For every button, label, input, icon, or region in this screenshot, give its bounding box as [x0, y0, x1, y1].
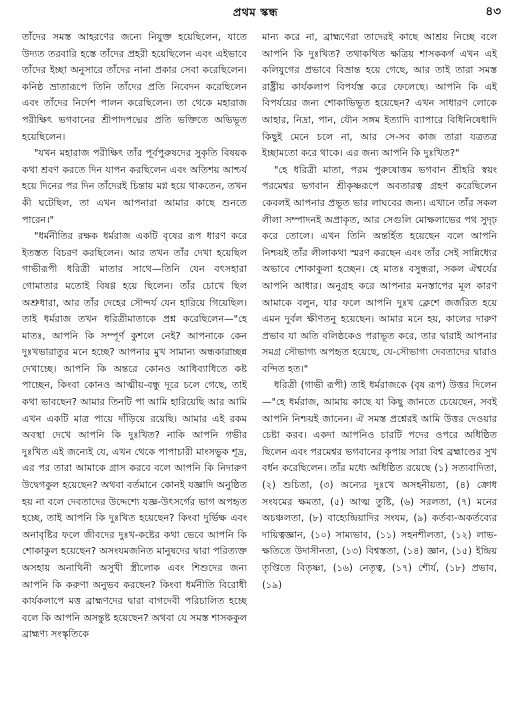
- left-column: [22, 30, 247, 700]
- paragraph: মান্য করে না, ব্রাহ্মণেরা তাদেরই কাছে আশ্রয় নিচ্ছে বলে আপনি কি দুঃখিত? তথাকথিত ক্ষত্রিয় শাসককর্গ এখন এই কলিযুগের প্রভাবে বিভ্রান্ত হয়ে গেছে, আর তাই তারা সমস্ত রাষ্ট্রীয় কার্যকলাপ বিপর্যস্ত করে ফেলেছে। আপনি কি এই বিপর্যয়ের জন্য শোকাভিভূত হয়েছেন? এখন সাধারণ লোকে আহার, নিদ্রা, পান, যৌন সঙ্গম ইত্যাদি ব্যাপারে বিধিনিষেধাদি কিছুই মেনে চলে না, আর সে-সব কাজ তারা যত্রতত্র ইচ্ছামতো করে থাকে। এর জন্য আপনি কি দুঃখিত?": [262, 32, 497, 160]
- page-header: [0, 4, 511, 24]
- right-column: [262, 30, 497, 700]
- paragraph: "হে ধরিত্রী মাতা, পরম পুরুষোত্তম ভগবান শ্রীহরি স্বয়ং পরমেশ্বর ভগবান শ্রীকৃষ্ণরূপে অবতারত্ব গ্রহণ করেছিলেন কেবলই আপনার প্রভূত ভার লাঘবের জন্য। এখানে তাঁর সকল লীলা সম্পাদনই অপ্রাকৃত, আর সেগুলি মোক্ষলাভের পথ সুদৃঢ় করে তোলে। এখন তিনি অন্তর্হিত হয়েছেন বলে আপনি নিশ্চয়ই তাঁর লীলাকথা স্মরণ করছেন এবং তাঁর সেই সান্নিধ্যের অভাবে শোকাকুলা হচ্ছেন। হে মাতঃ বসুন্ধরা, সকল ঐশ্বর্যের আপনি আধার। অনুগ্রহ করে আপনার মনস্তাপের মূল কারণ আমাকে বলুন, যার ফলে আপনি দুঃখ ক্লেশে জর্জরিত হয়ে এমন দুর্বল ক্ষীণতনু হয়েছেন। আমার মনে হয়, কালের দারুণ প্রভাব যা অতি বলিষ্ঠকেও পরাভূত করে, তার দ্বারাই আপনার সমগ্র সৌভাগ্য অপহৃত হয়েছে, যে-সৌভাগ্য দেবতাদের দ্বারাও বন্দিত হত।": [262, 164, 497, 375]
- page-number: ৪৩: [485, 4, 501, 18]
- paragraph: ধরিত্রী (গাভী রূপী) তাই ধর্মরাজকে (বৃষ রূপ) উত্তর দিলেন—"হে ধর্মরাজ, আমায় কাছে যা কিছু জানতে চেয়েছেন, সবই আপনি নিশ্চয়ই জানেন। ঐ সমস্ত প্রশ্নেরই আমি উত্তর দেওয়ার চেষ্টা করব। একদা আপনিও চারটি পদের ওপরে অধিষ্ঠিত ছিলেন এবং পরমেশ্বর ভগবানের কৃপায় সারা বিশ্ব ব্রহ্মাণ্ডের সুখ বর্ধন করেছিলেন। তাঁর মধ্যে অধিষ্ঠিত রয়েছে (১) সত্যবাদিতা, (২) শুচিতা, (৩) অন্যের দুঃখে অসহনীয়তা, (৪) ক্রোধ সংযমের ক্ষমতা, (৫) আত্ম তুষ্টি, (৬) সরলতা, (৭) মনের অচঞ্চলতা, (৮) বাহ্যেন্দ্রিয়াদির সংযম, (৯) কর্তব্য-অকর্তব্যের দায়িত্বজ্ঞান, (১০) সাম্যভাব, (১১) সহনশীলতা, (১২) লাভ-ক্ষতিতে উদাসীনতা, (১৩) বিশ্বস্ততা, (১৪) জ্ঞান, (১৫) ইন্দ্রিয় তৃপ্তিতে বিতৃষ্ণা, (১৬) নেতৃত্ব, (১৭) শৌর্য, (১৮) প্রভাব, (১৯): [262, 380, 497, 591]
- running-head: প্রথম স্কন্ধ: [233, 6, 278, 19]
- paragraph: "ধর্মনীতির রক্ষক ধর্মরাজ একটি বৃষের রূপ ধারণ করে ইতস্তত বিচরণ করছিলেন। আর তখন তাঁর দেখা হয়েছিল গাভীরূপী ধরিত্রী মাতার সাথে—তিনি যেন বৎসহারা গোমাতার মতোই বিষণ্ণ হয়ে ছিলেন। তাঁর চোখে ছিল অশ্রুধারা, আর তাঁর দেহের সৌন্দর্য যেন হারিয়ে গিয়েছিল। তাই ধর্মরাজ তখন ধরিত্রীমাতাকে প্রশ্ন করেছিলেন—"হে মাতঃ, আপনি কি সম্পূর্ণ কুশলে নেই? আপনাকে কেন দুঃখভারাতুর মনে হচ্ছে? আপনার মুখ সামান্য অন্ধকারাচ্ছন্ন দেখাচ্ছে। আপনি কি অন্তরে কোনও আধিব্যাধিতে কষ্ট পাচ্ছেন, কিংবা কোনও আত্মীয়-বন্ধু দূরে চলে গেছে, তাই কথা ভাবছেন? আমার তিনটি পা আমি হারিয়েছি আর আমি এখন একটি মাত্র পায়ে দাঁড়িয়ে রয়েছি। আমার এই রকম অবস্থা দেখে আপনি কি দুঃখিত? নাকি আপনি গভীর দুঃখিত এই জন্যেই যে, এখন থেকে পাপাচারী মাংসভুক শূদ্র, এর পর তারা আমাকে গ্রাস করবে বলে আপনি কি নিদারুণ উদ্বেগকুল হয়েছেন? অথবা বর্তমানে কোনই যজ্ঞাদি অনুষ্ঠিত হয় না বলে দেবতাদের উদ্দেশ্যে যজ্ঞ-উৎসর্গের ভাগ অপহৃত হচ্ছে, তাই আপনি কি দুঃখিত হয়েছেন? কিংবা দুর্ভিক্ষ এবং অনাবৃষ্টির ফলে জীবদের দুঃখ-কষ্টের কথা ভেবে আপনি কি শোকাকুল হয়েছেন? অসংযমজনিত মানুষদের দ্বারা পরিত্যক্ত অসহায় অনাথিনী অসুখী স্ত্রীলোক এবং শিশুদের জন্য আপনি কি করুণা অনুভব করছেন? কিংবা ধর্মনীতি বিরোধী কার্যকলাপে মত্ত ব্রাহ্মণদের দ্বারা বাগদেবী পরিচালিত হচ্ছে বলে কি আপনি অসন্তুষ্ট হয়েছেন? অথবা যে সমস্ত শাসককুল ব্রাহ্মণ্য সংস্কৃতিকে: [22, 231, 247, 641]
- paragraph: "যখন মহারাজ পরীক্ষিৎ তাঁর পূর্বপুরুষদের সুকৃতি বিষয়ক কথা শ্রবণ করতে দিন যাপন করছিলেন এবং অতিশয় আশ্চর্য হয়ে দিনের পর দিন তাঁদেরই চিন্তায় মগ্ন হয়ে থাকতেন, তখন কী ঘটেছিল, তা এখন আপনারা আমার কাছে শুনতে পারেন।": [22, 148, 247, 226]
- paragraph: তাঁদের সমস্ত আহরণের জন্যে নিযুক্ত হয়েছিলেন, যাতে উদ্যত তরবারি হস্তে তাঁদের প্রহরী হয়েছিলেন এবং এইভাবে তাঁদের ইচ্ছা অনুসারে তাঁদের নানা প্রকার সেবা করেছিলেন। কনিষ্ঠ ভ্রাতারূপে তিনি তাঁদের প্রতি নিবেদন করেছিলেন এবং তাঁদের নির্দেশ পালন করেছিলেন। তা থেকে মহারাজ পরীক্ষিৎ ভগবানের শ্রীপাদপদ্মের প্রতি ভক্তিতে অভিভূত হয়েছিলেন।: [22, 32, 247, 143]
